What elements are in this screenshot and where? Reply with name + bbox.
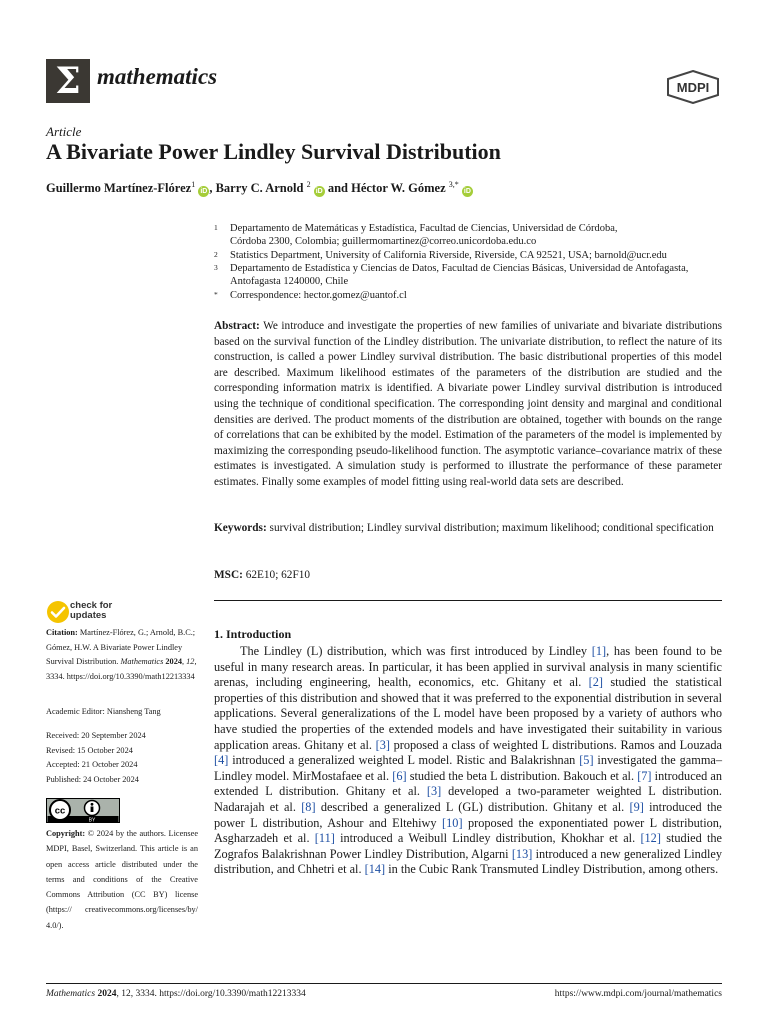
affiliation-line: Correspondence: hector.gomez@uantof.cl (230, 290, 407, 301)
body-text: developed a two-parameter weighted L distribution. Nadarajah et al. (214, 784, 722, 814)
journal-logo-icon: Σ (46, 59, 90, 103)
abstract-label: Abstract: (214, 320, 260, 332)
reference-link[interactable]: [9] (629, 799, 644, 814)
author-name[interactable]: Héctor W. Gómez (351, 181, 446, 195)
check-for-updates-line: updates (70, 610, 107, 621)
affiliation-mark: 1 (214, 223, 218, 232)
affiliation-line: Departamento de Matemáticas y Estadística, Facultad de Ciencias, Universidad de Córdoba, (230, 223, 618, 234)
body-text: studied the statistical properties of this distribution and showed that it was preferred to the exponential distribution in several applications. Several generalizations of the L model have been proposed by a variety of authors who have studied the properties of the extended models and have investigated their suitability in various application areas. Ghitany et al. (214, 675, 722, 752)
cc-by-label: BY (88, 817, 96, 823)
body-text: introduced the power L distribution, Ashour and Eltehiwy (214, 799, 722, 830)
keywords (214, 521, 722, 537)
author-name[interactable]: Barry C. Arnold (215, 181, 304, 195)
keywords-text: survival distribution; Lindley survival distribution; maximum likelihood; conditional specification (269, 522, 714, 534)
reference-link[interactable]: [3] (426, 784, 442, 799)
journal-name: mathematics (97, 64, 218, 89)
footer-journal-url[interactable]: https://www.mdpi.com/journal/mathematics (554, 989, 722, 999)
msc-label: MSC: (214, 569, 243, 581)
author-separator: , (209, 181, 216, 195)
author-affiliation-mark: 1 (191, 180, 196, 189)
reference-link[interactable]: [7] (637, 768, 652, 783)
affiliation-line: Córdoba 2300, Colombia; guillermomartinez@correo.unicordoba.edu.co (230, 236, 537, 248)
keywords-label: Keywords: (214, 522, 267, 534)
body-text: introduced an extended L distribution. Ghitany et al. (214, 768, 722, 799)
body-text: , has been found to be useful in many research areas. In particular, it has been applied in survival analysis in many scientific arenas, including engineering, health, economics, etc. Ghitany et al. (214, 644, 722, 690)
footer-journal: Mathematics (46, 989, 96, 999)
cc-by-license-icon[interactable] (46, 798, 120, 823)
citation-year: 2024 (165, 657, 182, 667)
citation-label: Citation: (46, 628, 78, 637)
footer-doi[interactable]: , 12, 3334. https://doi.org/10.3390/math12213334 (116, 989, 306, 999)
revised-date: Revised: 15 October 2024 (46, 745, 133, 755)
mdpi-logo-text: MDPI (676, 80, 710, 95)
body-text: proposed a class of weighted L distributions. Ramos and Louzada (389, 737, 722, 752)
affiliation-mark: 3 (214, 263, 218, 272)
abstract (214, 319, 722, 491)
copyright-label: Copyright: (46, 829, 86, 838)
orcid-icon[interactable]: iD (463, 188, 471, 195)
reference-link[interactable]: [13] (511, 846, 533, 861)
citation-text: Martínez-Flórez, G.; Arnold, B.C.; Gómez, H.W. A Bivariate Power Lindley Survival Distribution. (46, 628, 196, 667)
footer-citation (46, 989, 306, 999)
check-for-updates-line: check for (70, 600, 113, 611)
reference-link[interactable]: [3] (375, 737, 390, 752)
body-text: proposed the exponentiated power L distribution, Asgharzadeh et al. (214, 815, 722, 846)
orcid-icon[interactable]: iD (315, 188, 323, 195)
orcid-icon[interactable]: iD (200, 188, 208, 195)
msc-codes (214, 569, 310, 581)
accepted-date: Accepted: 21 October 2024 (46, 760, 138, 770)
check-for-updates-icon[interactable] (46, 600, 70, 624)
reference-link[interactable]: [10] (442, 815, 463, 830)
affiliation-line: Departamento de Estadística y Ciencias de Datos, Facultad de Ciencias Básicas, Universidad de Antofagasta, (230, 263, 689, 274)
dates-block (46, 729, 198, 787)
body-text: studied the beta L distribution. Bakouch et al. (406, 768, 638, 783)
copyright-notice (46, 826, 198, 933)
copyright-text: © 2024 by the authors. Licensee MDPI, Basel, Switzerland. This article is an open access article distributed under the terms and conditions of the Creative Commons Attribution (CC BY) license (https:// creativecommons.org/licenses/by/ 4.0/). (46, 829, 199, 930)
section-divider (214, 600, 722, 601)
introduction-paragraph (214, 644, 722, 878)
body-text: The Lindley (L) distribution, which was first introduced by Lindley (240, 644, 592, 658)
academic-editor: Academic Editor: Niansheng Tang (46, 707, 161, 716)
reference-link[interactable]: [5] (579, 753, 594, 768)
published-date: Published: 24 October 2024 (46, 774, 139, 784)
body-text: introduced a generalized weighted L model. Ristic and Balakrishnan (228, 753, 580, 768)
article-type: Article (46, 124, 82, 139)
body-text: investigated the gamma–Lindley model. MirMostafaee et al. (214, 753, 722, 783)
affiliation-1 (214, 222, 734, 250)
affiliation-2 (214, 249, 734, 263)
affiliation-line: Statistics Department, University of California Riverside, Riverside, CA 92521, USA; barnold@ucr.edu (230, 250, 667, 261)
affiliation-mark: * (214, 290, 218, 299)
mdpi-logo-icon (666, 70, 720, 104)
body-text: in the Cubic Rank Transmuted Lindley Distribution, among others. (385, 862, 719, 877)
reference-link[interactable]: [6] (392, 768, 407, 783)
reference-link[interactable]: [4] (214, 753, 229, 768)
cc-glyph: cc (54, 805, 66, 817)
body-text: introduced a new generalized Lindley distribution, and Chhetri et al. (214, 846, 722, 877)
citation-journal: Mathematics (120, 657, 164, 667)
reference-link[interactable]: [14] (364, 862, 386, 877)
citation-doi[interactable]: , 3334. https://doi.org/10.3390/math12213334 (46, 657, 197, 681)
footer-year: 2024 (97, 989, 117, 999)
citation-block: Citation: Martínez-Flórez, G.; Arnold, B.C.; Gómez, H.W. A Bivariate Power Lindley Survival Distribution. Mathematics 2024, 12, 3334. https://doi.org/10.3390/math12213334 (46, 628, 197, 681)
body-text: introduced a Weibull Lindley distribution, Khokhar et al. (334, 831, 641, 846)
footer-divider (46, 983, 722, 984)
reference-link[interactable]: [8] (301, 799, 316, 814)
reference-link[interactable]: [1] (591, 644, 607, 658)
affiliation-3 (214, 262, 734, 290)
reference-link[interactable]: [11] (314, 831, 335, 846)
reference-link[interactable]: [2] (588, 675, 604, 690)
author-affiliation-mark: 3,* (448, 180, 459, 189)
author-affiliation-mark: 2 (306, 180, 311, 189)
affiliation-mark: 2 (214, 250, 218, 259)
body-text: studied the Zografos Balakrishnan Power Lindley Distribution, Algarni (214, 831, 722, 861)
correspondence (214, 289, 734, 303)
citation-volume: 12 (186, 657, 195, 667)
author-separator: and (324, 181, 352, 195)
msc-text: 62E10; 62F10 (245, 569, 311, 581)
reference-link[interactable]: [12] (640, 831, 661, 846)
article-title: A Bivariate Power Lindley Survival Distribution (46, 139, 501, 164)
author-list (46, 180, 473, 197)
affiliation-line: Antofagasta 1240000, Chile (230, 276, 349, 288)
received-date: Received: 20 September 2024 (46, 731, 146, 740)
body-text: described a generalized L (GL) distribution. Ghitany et al. (315, 799, 630, 814)
section-heading: 1. Introduction (214, 627, 292, 641)
check-for-updates-button[interactable] (70, 601, 112, 621)
author-name[interactable]: Guillermo Martínez-Flórez (46, 181, 192, 195)
abstract-text: We introduce and investigate the properties of new families of univariate and bivariate distributions based on the survival function of the Lindley distribution. The univariate distribution, to reflect the nature of its construction, is called a power Lindley survival distribution. The basic distributional properties of this model are described. Maximum likelihood estimates of the parameters of the distribution are studied and the corresponding information matrix is identified. A bivariate power Lindley survival distribution is introduced using the technique of conditional specification. The corresponding joint density and marginal and conditional densities are derived. The product moments of the distribution are obtained, together with bounds on the range of correlations that can be exhibited by the model. Estimation of the parameters of the model is implemented by maximizing the corresponding pseudo-likelihood function. The asymptotic variance–covariance matrix of these estimates is investigated. A simulation study is performed to illustrate the performance of these parameter estimates. Finally some examples of model fitting using real-world data sets are described. (214, 320, 722, 488)
